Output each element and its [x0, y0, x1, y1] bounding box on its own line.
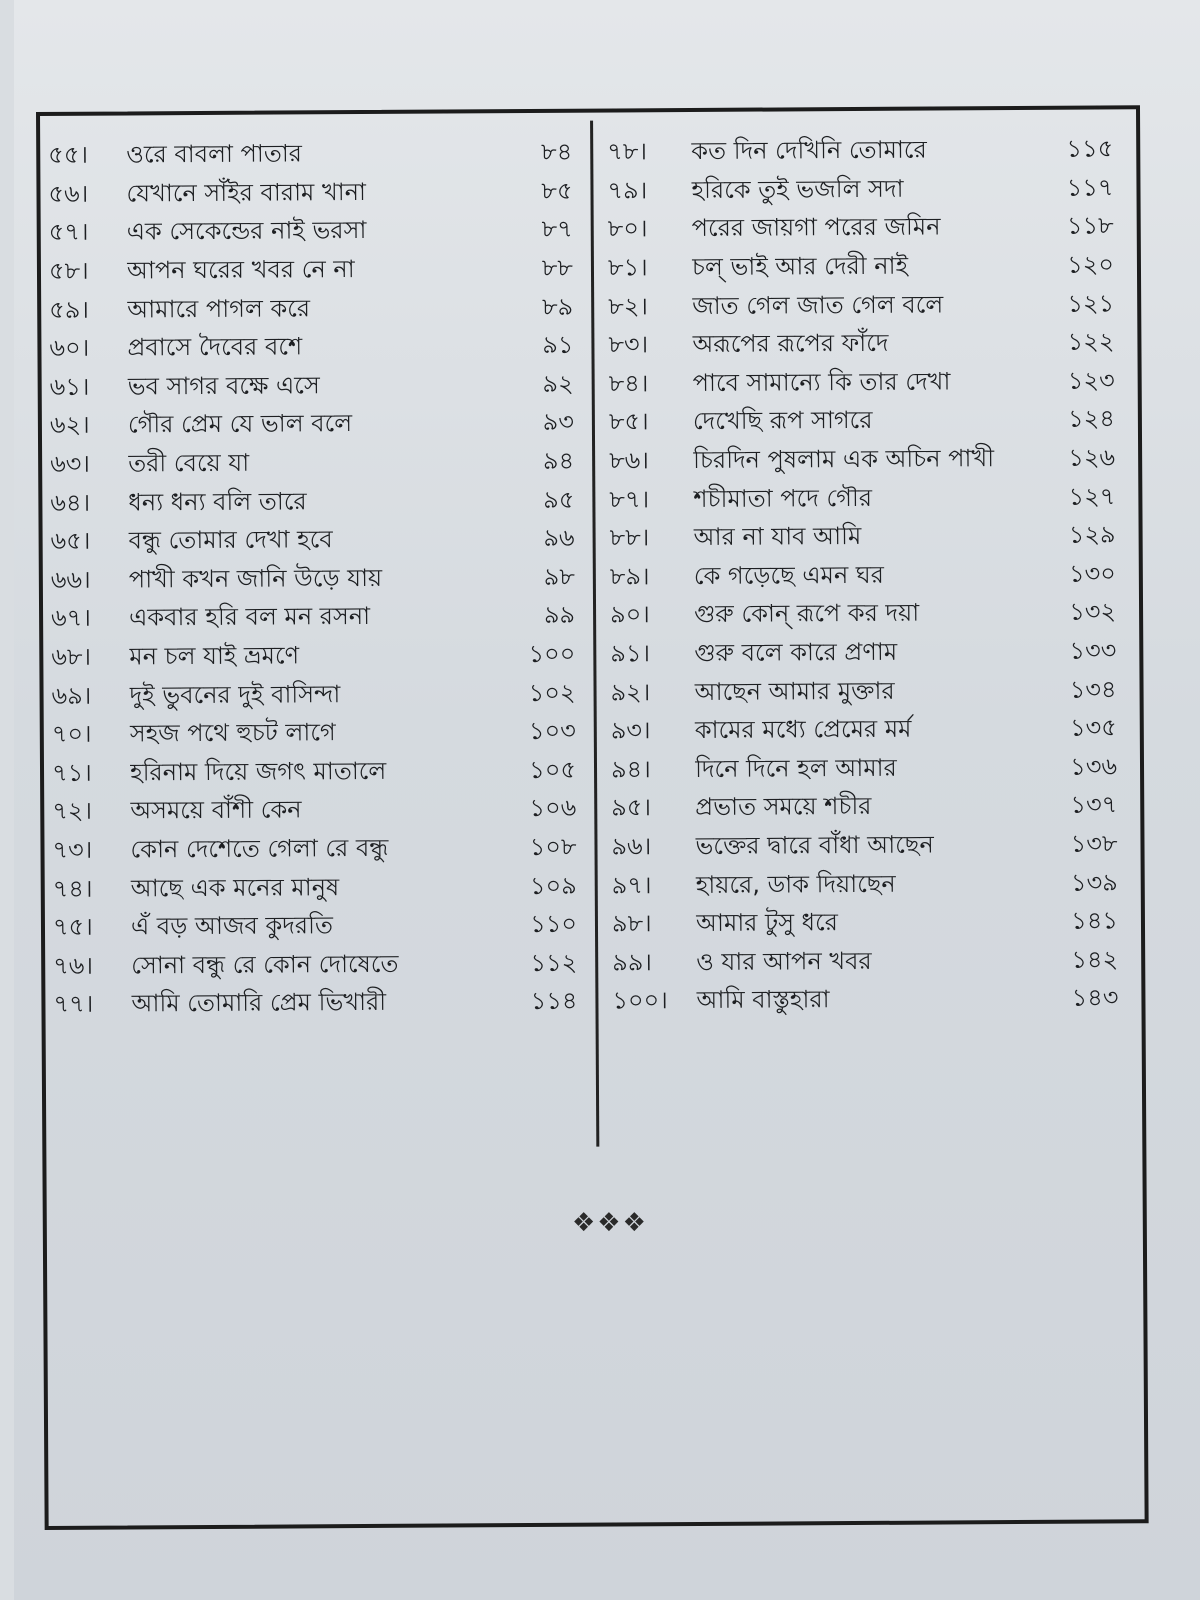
entry-number: ৫৮। [48, 256, 89, 286]
entry-page-number: ৮৭ [541, 215, 573, 244]
entry-number: ৬৯। [51, 681, 92, 710]
entry-number: ৫৯। [49, 295, 90, 324]
entry-page-number: ১০৫ [529, 755, 577, 784]
entry-title: প্রবাসে দৈবের বশে [127, 332, 303, 362]
contents-entry [611, 749, 1131, 791]
entry-page-number: ১২৬ [1068, 443, 1116, 472]
contents-entry [612, 942, 1132, 984]
entry-number: ৭৩। [52, 835, 93, 864]
entry-number: ৭৬। [53, 951, 94, 980]
contents-entry [611, 787, 1131, 829]
contents-entry [608, 247, 1128, 289]
contents-entry [52, 829, 582, 871]
entry-number: ৬০। [49, 333, 90, 363]
entry-number: ৮৩। [608, 330, 649, 359]
contents-entry [50, 405, 580, 447]
entry-page-number: ১০৯ [529, 871, 577, 900]
entry-page-number: ১২৩ [1067, 366, 1115, 395]
entry-page-number: ১১৫ [1066, 134, 1114, 164]
column-divider [590, 121, 599, 1147]
entry-title: গৌর প্রেম যে ভাল বলে [127, 409, 353, 439]
contents-entry [607, 131, 1127, 173]
entry-number: ৬৪। [50, 488, 91, 517]
book-page [14, 0, 1200, 1600]
entry-number: ৯৫। [611, 793, 652, 822]
entry-title: হরিকে তুই ভজলি সদা [691, 174, 904, 204]
contents-entry [609, 363, 1129, 405]
entry-page-number: ১২২ [1067, 327, 1115, 356]
contents-entry [611, 826, 1131, 868]
entry-number: ৮৭। [609, 484, 650, 514]
entry-title: এঁ বড় আজব কুদরতি [130, 911, 333, 941]
contents-entry [52, 752, 582, 794]
entry-page-number: ৯৫ [543, 485, 575, 514]
entry-number: ৭২। [52, 797, 93, 826]
entry-page-number: ১১৪ [530, 987, 578, 1016]
entry-number: ৯৩। [610, 716, 651, 745]
contents-entry [48, 173, 578, 215]
entry-page-number: ১১০ [530, 909, 578, 939]
contents-entry [609, 440, 1129, 482]
contents-entry [610, 633, 1130, 675]
contents-entry [609, 401, 1129, 443]
entry-title: ভব সাগর বক্ষে এসে [127, 371, 320, 401]
entry-title: চল্ ভাই আর দেরী নাই [691, 251, 909, 282]
entry-number: ৮০। [607, 214, 648, 243]
entry-page-number: ১৩৮ [1070, 829, 1118, 858]
entry-page-number: ১০০ [528, 639, 576, 669]
entry-page-number: ৯৬ [543, 523, 575, 553]
entry-number: ৯৪। [610, 755, 651, 784]
contents-entry [610, 556, 1130, 598]
entry-title: অসময়ে বাঁশী কেন [130, 795, 302, 825]
entry-page-number: ১০২ [528, 678, 576, 707]
entry-title: শচীমাতা পদে গৌর [693, 483, 873, 513]
contents-frame [36, 105, 1149, 1530]
entry-title: সোনা বন্ধু রে কোন দোষেতে [131, 949, 399, 980]
entry-page-number: ১১২ [530, 948, 578, 977]
entry-title: দুই ভুবনের দুই বাসিন্দা [129, 679, 341, 710]
contents-entry [49, 212, 579, 254]
entry-title: গুরু কোন্ রূপে কর দয়া [693, 599, 920, 629]
entry-title: কত দিন দেখিনি তোমারে [691, 135, 927, 166]
entry-page-number: ৯২ [542, 369, 574, 398]
contents-entry [53, 868, 583, 910]
entry-page-number: ১২১ [1067, 289, 1115, 318]
entry-title: পাবে সামান্যে কি তার দেখা [692, 367, 951, 397]
contents-entry [610, 672, 1130, 714]
entry-page-number: ১৩৬ [1070, 752, 1118, 781]
entry-number: ৬১। [49, 372, 90, 401]
contents-entry [610, 594, 1130, 636]
contents-entry [48, 135, 578, 177]
entry-title: জাত গেল জাত গেল বলে [692, 290, 944, 320]
entry-title: চিরদিন পুষলাম এক অচিন পাখী [693, 444, 995, 475]
entry-title: সহজ পথে হুচট লাগে [129, 718, 336, 748]
entry-title: আমি তোমারি প্রেম ভিখারী [131, 988, 387, 1018]
entry-page-number: ১৩৯ [1070, 867, 1118, 897]
entry-title: প্রভাত সময়ে শচীর [695, 792, 872, 822]
contents-entry [51, 598, 581, 640]
contents-entry [612, 980, 1132, 1022]
entry-title: আমার টুসু ধরে [695, 908, 839, 938]
entry-page-number: ১১৭ [1066, 173, 1114, 202]
entry-page-number: ৯৩ [542, 408, 574, 437]
entry-title: একবার হরি বল মন রসনা [129, 602, 371, 632]
entry-title: কোন দেশেতে গেলা রে বন্ধু [130, 833, 389, 864]
entry-number: ৮৪। [608, 369, 649, 398]
entry-page-number: ৮৪ [541, 138, 573, 167]
contents-entry [50, 443, 580, 485]
entry-page-number: ১৩৪ [1069, 675, 1117, 704]
entry-title: আছে এক মনের মানুষ [130, 872, 340, 903]
entry-title: তরী বেয়ে যা [128, 448, 250, 478]
entry-title: কে গড়েছে এমন ঘর [693, 560, 884, 590]
entry-page-number: ৯৪ [542, 446, 575, 475]
contents-entry [612, 865, 1132, 907]
contents-entry [51, 559, 581, 601]
contents-entry [49, 289, 579, 331]
contents-entry [608, 324, 1128, 366]
entry-page-number: ১২৯ [1068, 520, 1116, 549]
contents-entry [610, 517, 1130, 559]
entry-title: আর না যাব আমি [693, 522, 862, 552]
entry-title: আপন ঘরের খবর নে না [126, 255, 355, 285]
entry-number: ৭৮। [607, 137, 648, 166]
contents-entry [51, 636, 581, 678]
contents-entry [50, 482, 580, 524]
entry-page-number: ৯১ [542, 330, 574, 360]
entry-number: ৮৬। [609, 446, 649, 475]
entry-number: ৭৯। [607, 176, 648, 205]
entry-title: আমারে পাগল করে [127, 294, 311, 324]
entry-page-number: ৮৮ [541, 253, 574, 282]
entry-page-number: ১২৭ [1068, 482, 1116, 511]
contents-entry [611, 710, 1131, 752]
entry-number: ১০০। [612, 986, 668, 1015]
entry-title: গুরু বলে কারে প্রণাম [694, 637, 898, 668]
contents-entry [52, 714, 582, 756]
contents-entry [53, 907, 583, 949]
entry-title: যেখানে সাঁইর বারাম খানা [126, 177, 367, 208]
entry-number: ৬৮। [51, 642, 92, 671]
entry-title: বন্ধু তোমার দেখা হবে [128, 525, 333, 555]
entry-title: এক সেকেন্ডের নাই ভরসা [126, 216, 367, 246]
contents-entry [608, 209, 1128, 251]
entry-page-number: ১৩০ [1068, 559, 1116, 588]
entry-number: ৭৭। [53, 990, 94, 1019]
contents-column-right [607, 131, 1132, 1022]
entry-number: ৫৬। [48, 179, 89, 208]
entry-title: পরের জায়গা পরের জমিন [691, 212, 941, 243]
contents-column-left [48, 135, 583, 1026]
contents-entry [609, 479, 1129, 521]
entry-page-number: ১০৮ [529, 832, 577, 861]
entry-number: ৯৯। [612, 948, 653, 977]
entry-number: ৫৭। [48, 218, 89, 247]
entry-number: ৬২। [49, 411, 90, 440]
entry-number: ৬৫। [50, 526, 91, 556]
entry-number: ৮৮। [609, 523, 650, 552]
contents-entry [608, 286, 1128, 328]
entry-number: ৯৭। [611, 870, 652, 900]
contents-entry [612, 903, 1132, 945]
entry-title: ওরে বাবলা পাতার [126, 139, 303, 169]
entry-title: হরিনাম দিয়ে জগৎ মাতালে [129, 756, 387, 787]
entry-page-number: ১৪২ [1071, 945, 1119, 974]
entry-title: পাখী কখন জানি উড়ে যায় [128, 563, 383, 594]
contents-entry [50, 366, 580, 408]
entry-number: ৯৮। [611, 909, 652, 938]
entry-title: ও যার আপন খবর [696, 946, 872, 976]
entry-page-number: ৯৯ [543, 601, 576, 630]
entry-number: ৮১। [607, 253, 648, 282]
entry-number: ৭১। [51, 758, 92, 787]
entry-number: ৮২। [608, 291, 649, 321]
entry-page-number: ৮৯ [541, 292, 574, 321]
contents-entry [49, 250, 579, 292]
entry-number: ৮৫। [608, 407, 649, 436]
contents-entry [607, 170, 1127, 212]
contents-entry [51, 675, 581, 717]
contents-entry [52, 791, 582, 833]
entry-number: ৫৫। [48, 140, 89, 170]
entry-page-number: ১৪৩ [1071, 983, 1119, 1013]
contents-entry [53, 945, 583, 987]
entry-number: ৭৪। [52, 874, 93, 903]
entry-page-number: ১২৪ [1068, 404, 1115, 434]
entry-title: আমি বাস্তুহারা [696, 985, 830, 1015]
entry-title: আছেন আমার মুক্তার [694, 676, 895, 706]
entry-page-number: ৮৫ [541, 176, 573, 205]
entry-page-number: ১২০ [1067, 250, 1115, 279]
entry-title: দিনে দিনে হল আমার [694, 753, 897, 783]
entry-page-number: ১০৬ [529, 794, 577, 823]
entry-title: হায়রে, ডাক দিয়াছেন [695, 869, 896, 899]
contents-entry [49, 328, 579, 370]
entry-number: ৮৯। [609, 562, 650, 591]
entry-page-number: ৯৮ [543, 562, 575, 591]
entry-title: ভক্তের দ্বারে বাঁধা আছেন [695, 830, 934, 860]
entry-page-number: ১৪১ [1071, 906, 1119, 935]
entry-title: অরূপের রূপের ফাঁদে [692, 329, 889, 359]
entry-page-number: ১১৮ [1066, 211, 1114, 241]
contents-entry [51, 521, 581, 563]
entry-number: ৯২। [610, 677, 651, 707]
entry-number: ৬৭। [51, 604, 91, 633]
contents-entry [53, 984, 583, 1026]
entry-page-number: ১০৩ [528, 716, 576, 746]
entry-number: ৬৬। [50, 565, 91, 594]
entry-page-number: ১৩৫ [1069, 713, 1117, 742]
entry-title: মন চল যাই ভ্রমণে [129, 641, 300, 671]
end-ornament: ❖❖❖ [572, 1208, 648, 1238]
entry-title: কামের মধ্যে প্রেমের মর্ম [694, 714, 912, 745]
entry-number: ৬৩। [50, 449, 91, 478]
entry-number: ৯০। [609, 600, 650, 629]
entry-title: ধন্য ধন্য বলি তারে [128, 486, 307, 517]
entry-number: ৭০। [51, 719, 92, 749]
entry-number: ৯৬। [611, 832, 652, 861]
entry-page-number: ১৩৭ [1070, 790, 1118, 820]
entry-page-number: ১৩৩ [1069, 636, 1117, 665]
entry-number: ৭৫। [52, 912, 93, 942]
entry-page-number: ১৩২ [1069, 597, 1117, 627]
entry-number: ৯১। [610, 639, 651, 668]
entry-title: দেখেছি রূপ সাগরে [692, 406, 873, 436]
